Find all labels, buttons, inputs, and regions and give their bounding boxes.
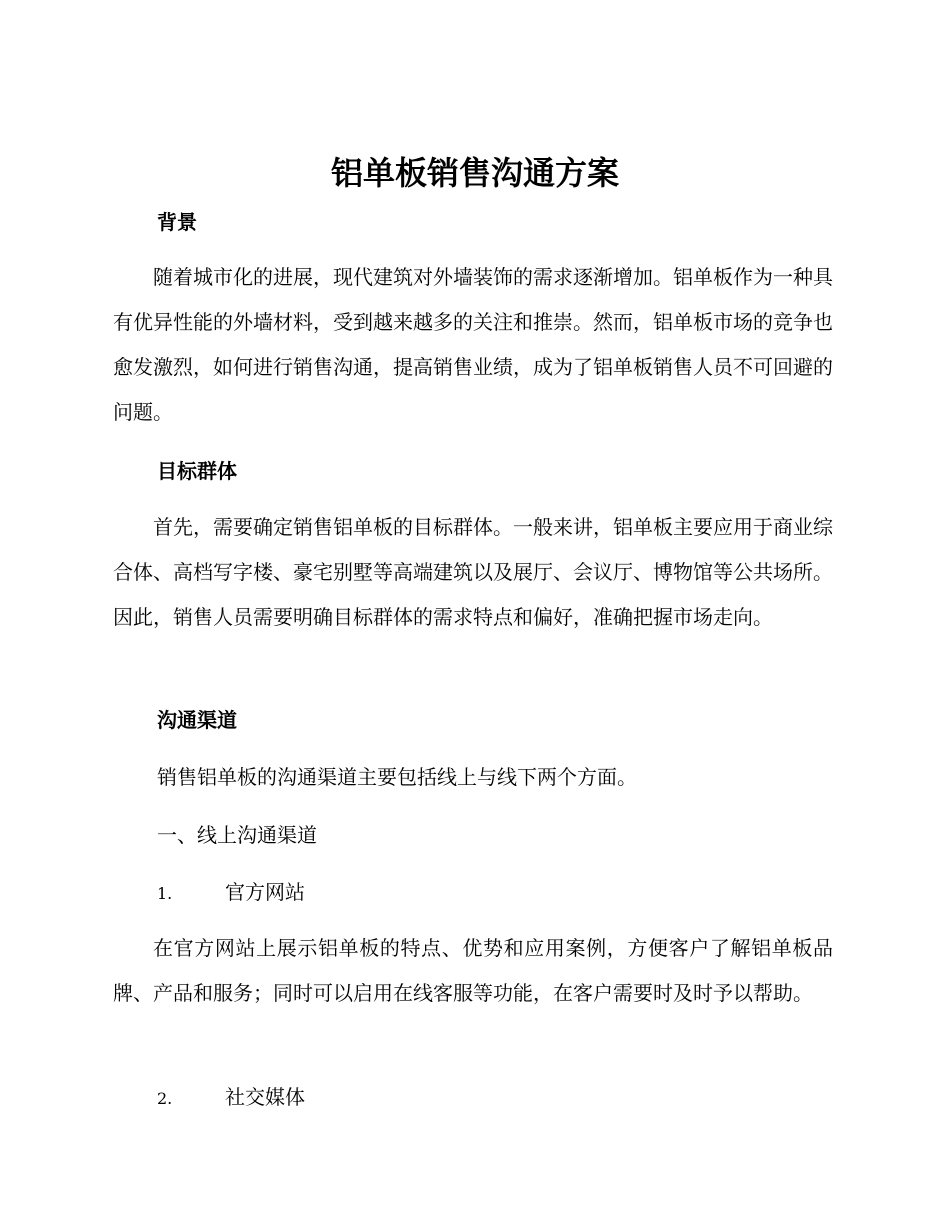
section-heading-target-group: 目标群体 <box>157 459 237 483</box>
list-item-label: 官方网站 <box>225 880 305 904</box>
list-item-official-website <box>157 877 305 909</box>
list-item-label: 社交媒体 <box>225 1085 305 1109</box>
list-item-number: 1. <box>157 884 173 903</box>
paragraph-official-website: 在官方网站上展示铝单板的特点、优势和应用案例，方便客户了解铝单板品牌、产品和服务；同时可以启用在线客服等功能，在客户需要时及时予以帮助。 <box>113 936 833 1005</box>
paragraph-channels-intro: 销售铝单板的沟通渠道主要包括线上与线下两个方面。 <box>157 765 637 789</box>
paragraph-background: 随着城市化的进展，现代建筑对外墙装饰的需求逐渐增加。铝单板作为一种具有优异性能的外墙材料，受到越来越多的关注和推崇。然而，铝单板市场的竞争也愈发激烈，如何进行销售沟通，提高销售业绩，成为了铝单板销售人员不可回避的问题。 <box>113 265 833 424</box>
list-item-number: 2. <box>157 1089 173 1108</box>
list-item-social-media <box>157 1082 305 1114</box>
paragraph-target-group: 首先，需要确定销售铝单板的目标群体。一般来讲，铝单板主要应用于商业综合体、高档写字楼、豪宅别墅等高端建筑以及展厅、会议厅、博物馆等公共场所。因此，销售人员需要明确目标群体的需求特点和偏好，准确把握市场走向。 <box>113 515 833 629</box>
section-heading-channels: 沟通渠道 <box>157 708 237 732</box>
section-heading-background: 背景 <box>157 210 197 234</box>
subheading-online-channels: 一、线上沟通渠道 <box>157 823 317 847</box>
document-title: 铝单板销售沟通方案 <box>330 154 619 192</box>
